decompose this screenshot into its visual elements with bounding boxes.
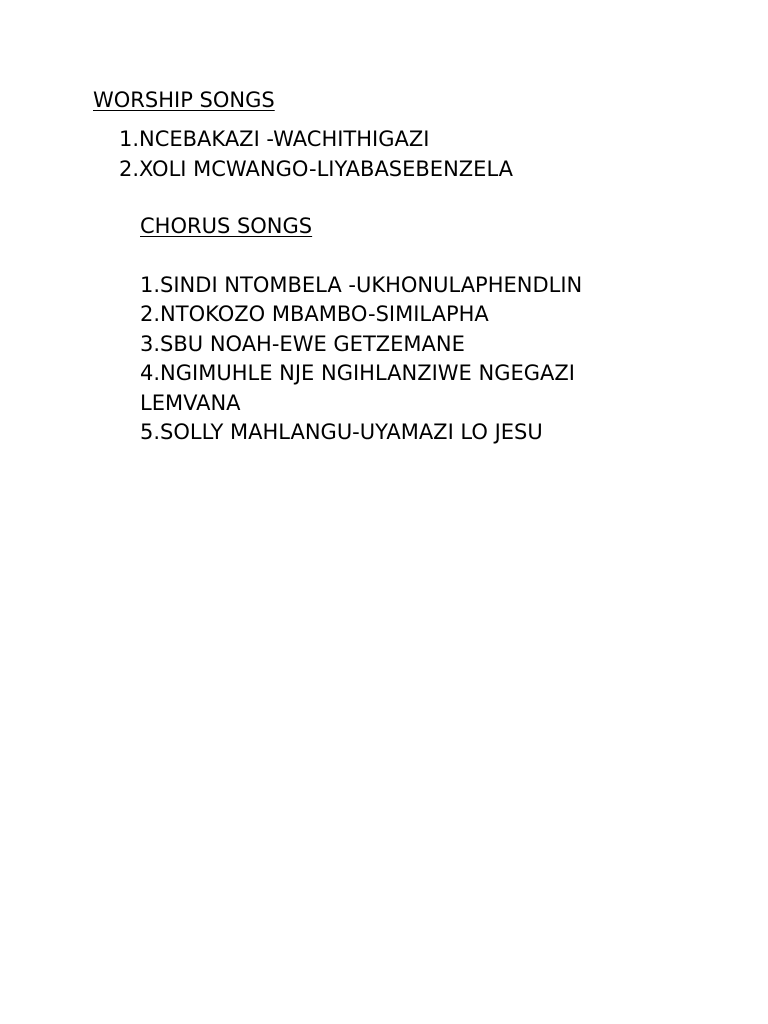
list-item-text: NCEBAKAZI -WACHITHIGAZI — [139, 127, 430, 151]
list-item: 5.SOLLY MAHLANGU-UYAMAZI LO JESU — [140, 420, 543, 444]
list-item: 3.SBU NOAH-EWE GETZEMANE — [140, 331, 465, 356]
list-item: 2.NTOKOZO MBAMBO-SIMILAPHA — [140, 302, 489, 326]
list-item-text: XOLI MCWANGO-LIYABASEBENZELA — [139, 156, 513, 181]
worship-songs-heading: WORSHIP SONGS — [93, 88, 275, 112]
chorus-songs-heading: CHORUS SONGS — [140, 214, 313, 238]
chorus-songs-list — [140, 271, 650, 448]
list-item-number: 2. — [118, 156, 139, 181]
chorus-songs-section — [140, 212, 650, 448]
list-item: 4.NGIMUHLE NJE NGIHLANZIWE NGEGAZI LEMVANA — [140, 361, 575, 415]
worship-songs-list — [93, 125, 513, 184]
list-item: 1.SINDI NTOMBELA -UKHONULAPHENDLIN — [140, 272, 583, 297]
list-item-number: 1. — [118, 127, 139, 151]
list-item — [93, 125, 513, 155]
list-item — [93, 155, 513, 185]
